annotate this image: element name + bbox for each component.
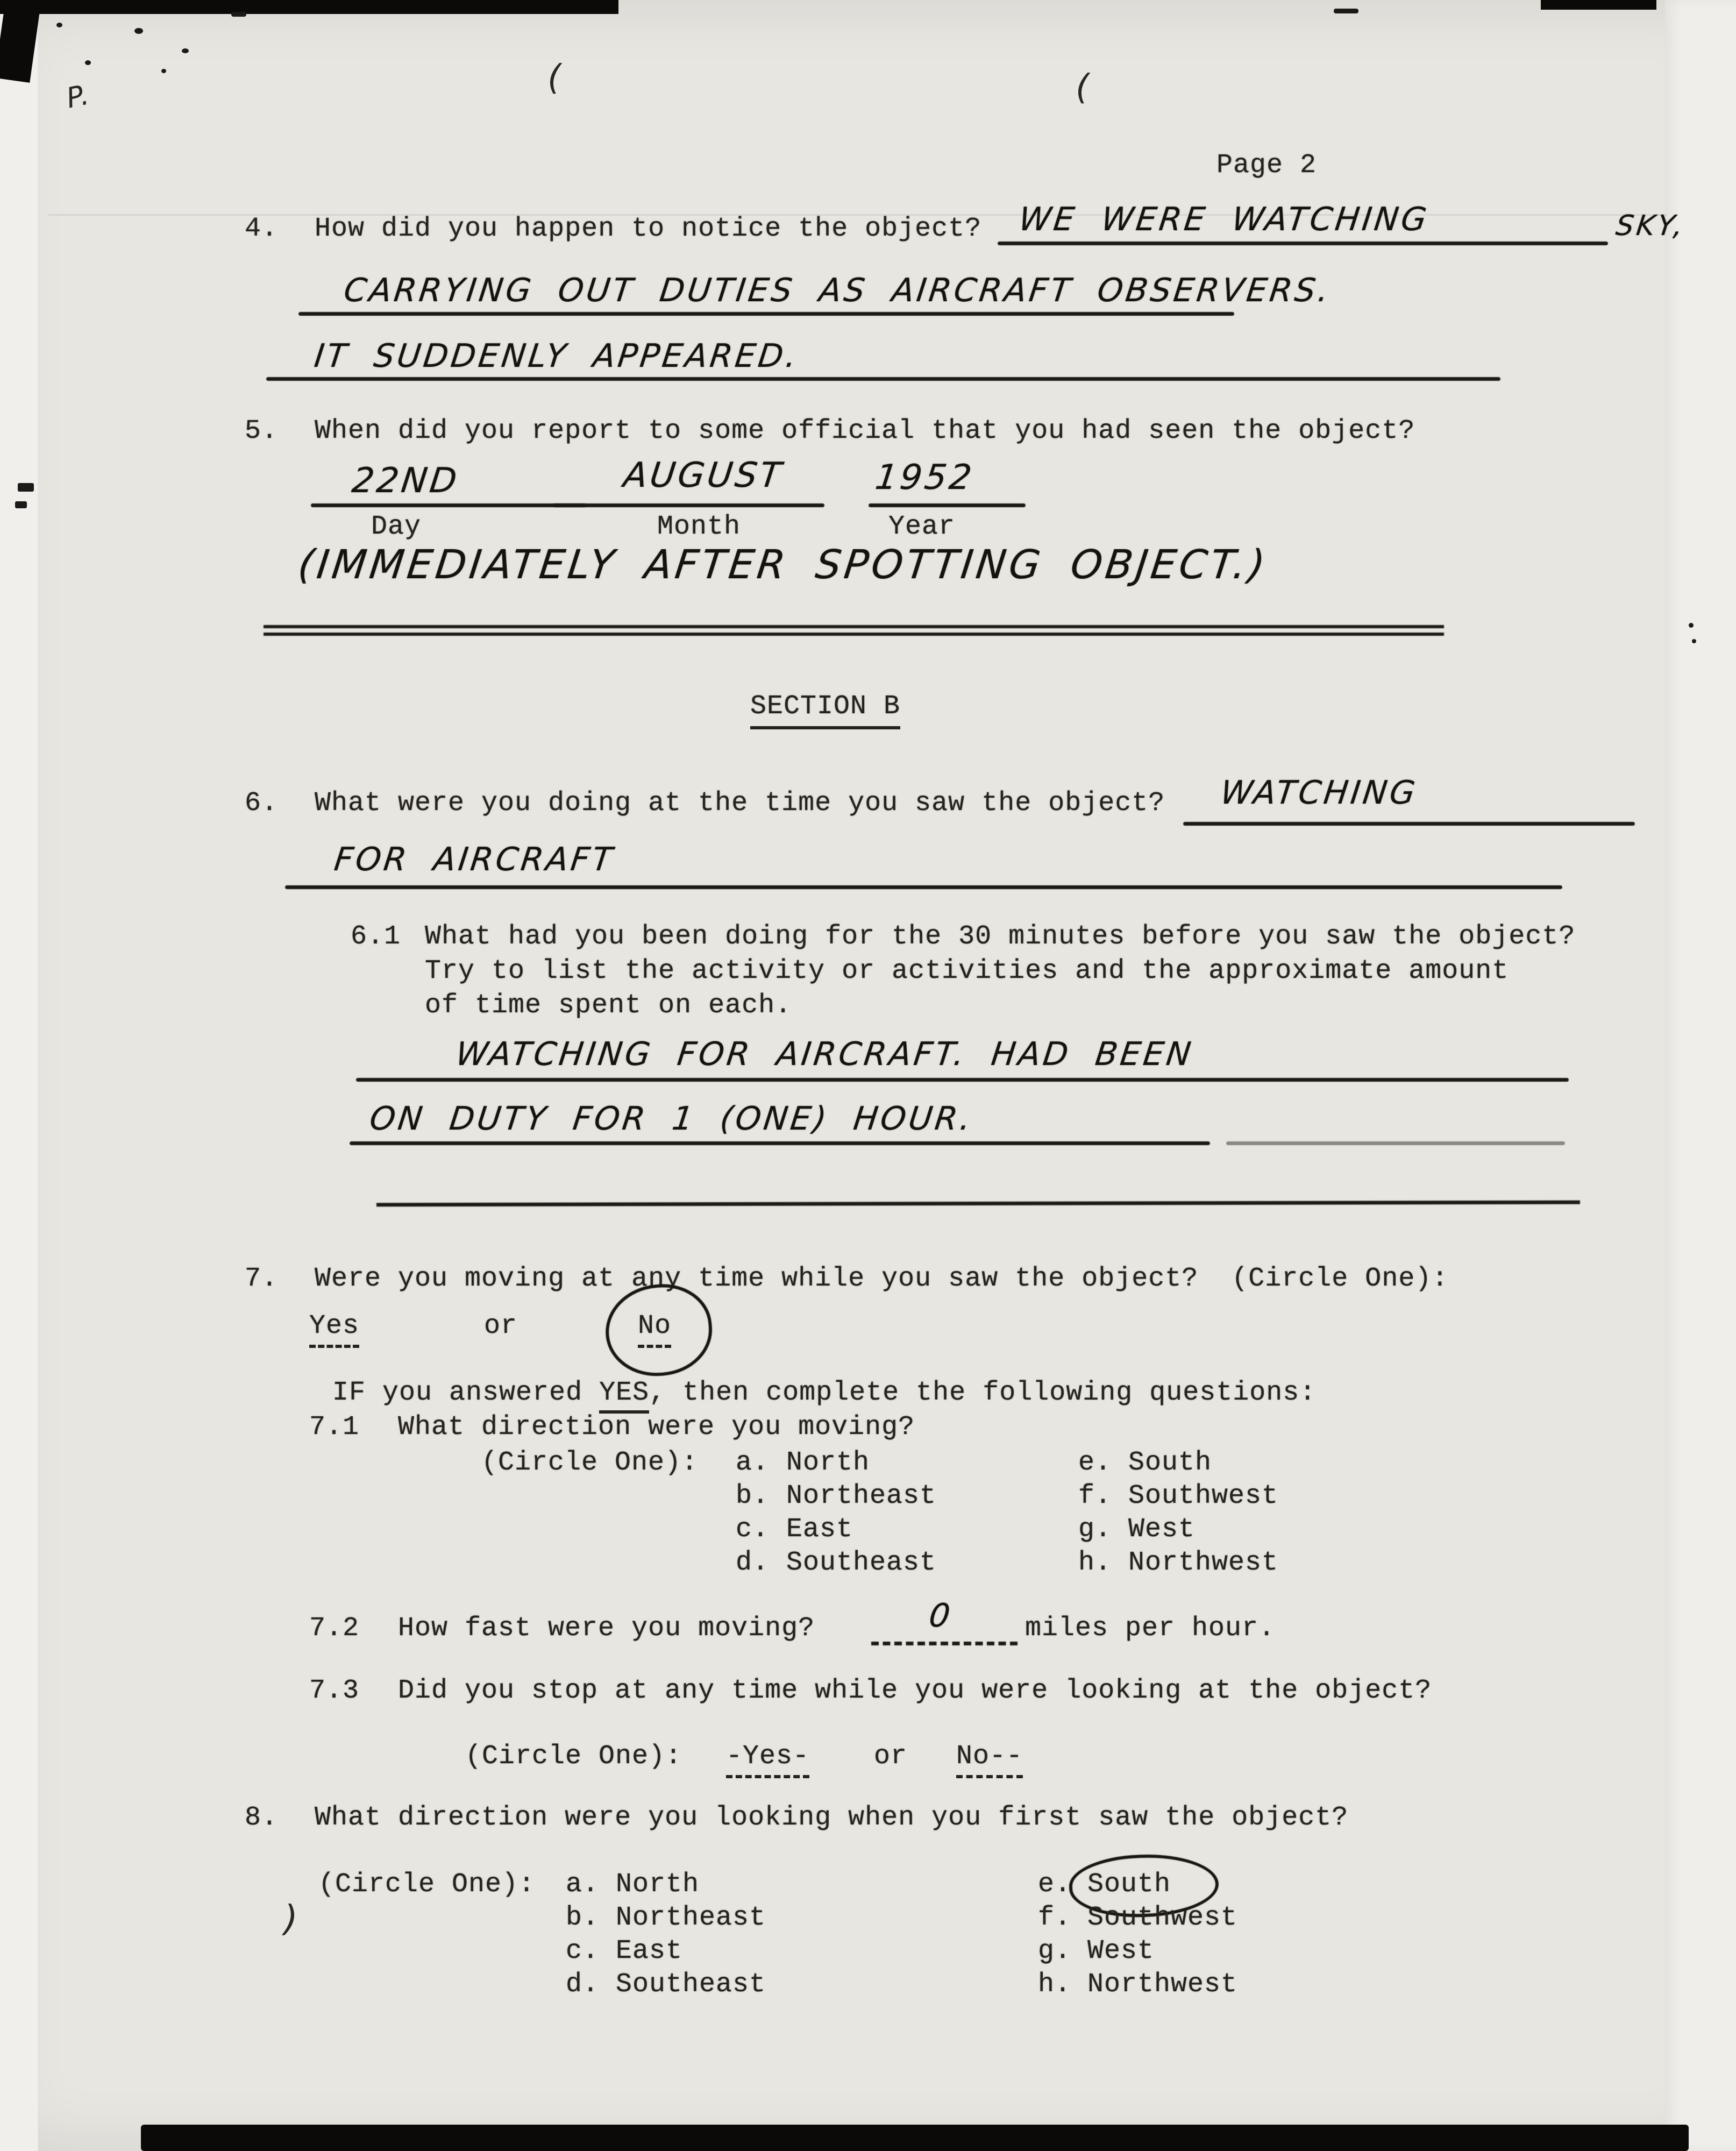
q71-option-label: West	[1128, 1514, 1196, 1545]
speck	[1692, 639, 1696, 643]
section-divider	[264, 625, 1444, 637]
section-b-heading	[750, 691, 900, 723]
speck	[161, 69, 166, 73]
q71-option-label: Southwest	[1128, 1481, 1279, 1511]
q61-answer-line2: ON DUTY FOR 1 (ONE) HOUR.	[367, 1100, 976, 1138]
q8-option-label: West	[1087, 1936, 1155, 1967]
q8-option-label: Southwest	[1087, 1902, 1238, 1933]
q4-answer-rule3	[266, 377, 1500, 381]
q71-option-label: South	[1128, 1447, 1212, 1478]
film-edge-bottom-bar	[141, 2125, 1689, 2151]
q6-answer-rule2	[285, 885, 1562, 889]
q73-or-label: or	[874, 1741, 908, 1772]
q71-option-letter: a.	[736, 1447, 770, 1478]
q71-option-letter: d.	[736, 1547, 770, 1578]
speck	[15, 501, 27, 508]
q71-option-letter: c.	[736, 1514, 770, 1545]
q8-option-letter: e.	[1038, 1869, 1072, 1900]
speck	[1689, 623, 1694, 628]
stray-paren-mark: (	[547, 58, 561, 98]
q8-option-letter: g.	[1038, 1936, 1072, 1967]
q8-number: 8.	[245, 1802, 279, 1833]
q8-option-label-south: South	[1087, 1869, 1171, 1900]
speck	[1334, 9, 1358, 13]
q71-circle-label: (Circle One):	[481, 1447, 699, 1478]
paper-left-edge	[0, 0, 38, 2151]
q61-answer-line1: WATCHING FOR AIRCRAFT. HAD BEEN	[453, 1035, 1196, 1073]
q73-option-yes: -Yes-	[726, 1741, 809, 1773]
stray-paren-mark: (	[1076, 68, 1089, 108]
q8-option-letter: c.	[566, 1936, 600, 1967]
q71-option-label: East	[786, 1514, 853, 1545]
q71-option-letter: e.	[1078, 1447, 1112, 1478]
q72-number: 7.2	[309, 1613, 360, 1644]
q5-month-rule	[553, 503, 824, 507]
speck	[182, 48, 189, 53]
q8-option-label: East	[616, 1936, 683, 1967]
speck	[231, 12, 246, 17]
speck	[18, 483, 34, 492]
q5-text: When did you report to some official that you had seen the object?	[315, 416, 1415, 446]
q4-number: 4.	[245, 214, 279, 244]
q6-answer-rule1	[1183, 822, 1635, 826]
stray-pen-mark: P.	[63, 79, 92, 115]
q72-suffix: miles per hour.	[1025, 1613, 1276, 1644]
q8-option-letter: f.	[1038, 1902, 1072, 1933]
q71-text: What direction were you moving?	[398, 1412, 915, 1443]
q73-text: Did you stop at any time while you were looking at the object?	[398, 1676, 1432, 1706]
q71-number: 7.1	[309, 1412, 360, 1443]
q4-answer-rule1	[998, 242, 1608, 245]
q4-answer-line2: CARRYING OUT DUTIES AS AIRCRAFT OBSERVERS.	[341, 272, 1334, 309]
speck	[85, 60, 91, 65]
q71-option-label: North	[786, 1447, 870, 1478]
q73-option-no: No--	[956, 1741, 1023, 1773]
q61-line1: What had you been doing for the 30 minutes before you saw the object?	[425, 921, 1576, 952]
page-number: Page 2	[1216, 150, 1317, 181]
q8-option-letter: h.	[1038, 1969, 1072, 2000]
q61-answer-rule2	[350, 1141, 1210, 1145]
q72-text: How fast were you moving?	[398, 1613, 815, 1644]
q72-answer-rule	[871, 1642, 1018, 1645]
q4-answer-rule2	[298, 312, 1234, 316]
q7-number: 7.	[245, 1263, 279, 1294]
q7-option-no: No	[638, 1310, 671, 1343]
q71-option-label: Northwest	[1128, 1547, 1279, 1578]
q5-note: (IMMEDIATELY AFTER SPOTTING OBJECT.)	[295, 542, 1271, 588]
q5-month-label: Month	[657, 512, 741, 542]
q6-answer-line2: FOR AIRCRAFT	[332, 841, 617, 878]
q7-or-label: or	[484, 1311, 518, 1341]
speck	[134, 28, 143, 34]
q8-option-letter: b.	[566, 1902, 600, 1933]
q72-answer: 0	[927, 1597, 955, 1635]
film-edge-top-bar	[0, 0, 618, 14]
q61-line2: Try to list the activity or activities and the approximate amount	[425, 956, 1509, 986]
q5-month-value: AUGUST	[621, 456, 786, 495]
q8-option-label: Southeast	[616, 1969, 766, 2000]
q5-year-value: 1952	[873, 458, 977, 498]
q7-text: Were you moving at any time while you saw the object? (Circle One):	[315, 1263, 1449, 1294]
q71-option-letter: b.	[736, 1481, 770, 1511]
film-edge-top-bar-right	[1541, 0, 1656, 10]
q4-answer-overflow: SKY,	[1614, 210, 1688, 242]
q8-option-label: North	[616, 1869, 700, 1900]
q5-day-value: 22ND	[350, 461, 462, 501]
section-rule	[376, 1201, 1580, 1207]
q5-day-label: Day	[371, 512, 422, 542]
q5-year-label: Year	[888, 512, 956, 542]
q71-option-letter: h.	[1078, 1547, 1112, 1578]
q8-circle-label: (Circle One):	[318, 1869, 536, 1900]
q71-option-letter: g.	[1078, 1514, 1112, 1545]
q8-option-label: Northeast	[616, 1902, 766, 1933]
q71-option-label: Southeast	[786, 1547, 937, 1578]
q6-text: What were you doing at the time you saw the object?	[315, 788, 1165, 819]
q8-option-label: Northwest	[1087, 1969, 1238, 2000]
q61-number: 6.1	[351, 921, 401, 952]
q8-option-letter: a.	[566, 1869, 600, 1900]
q4-text: How did you happen to notice the object?	[315, 214, 982, 244]
q71-option-letter: f.	[1078, 1481, 1112, 1511]
q4-answer-line3: IT SUDDENLY APPEARED.	[312, 337, 801, 375]
q8-text: What direction were you looking when you first saw the object?	[315, 1802, 1349, 1833]
q7-option-yes: Yes	[309, 1310, 359, 1343]
q4-answer-line1: WE WERE WATCHING	[1016, 201, 1432, 238]
q8-option-letter: d.	[566, 1969, 600, 2000]
q61-answer-rule1	[356, 1078, 1569, 1082]
q6-answer-line1: WATCHING	[1218, 774, 1420, 812]
paper-right-edge	[1665, 0, 1736, 2151]
q71-option-label: Northeast	[786, 1481, 937, 1511]
q7-if-yes: YES	[599, 1378, 649, 1414]
speck	[56, 23, 62, 27]
q5-day-rule	[311, 503, 586, 507]
stray-paren-mark: )	[284, 1898, 298, 1939]
q5-number: 5.	[245, 416, 279, 446]
q5-year-rule	[869, 503, 1026, 507]
q73-number: 7.3	[309, 1676, 360, 1706]
q61-line3: of time spent on each.	[425, 990, 792, 1021]
q6-number: 6.	[245, 788, 279, 819]
q61-answer-rule2-ext	[1226, 1141, 1565, 1145]
q7-if-line: IF you answered YES, then complete the following questions:	[332, 1377, 1316, 1409]
q73-circle-label: (Circle One):	[465, 1741, 682, 1772]
section-b-title: SECTION B	[750, 691, 900, 729]
